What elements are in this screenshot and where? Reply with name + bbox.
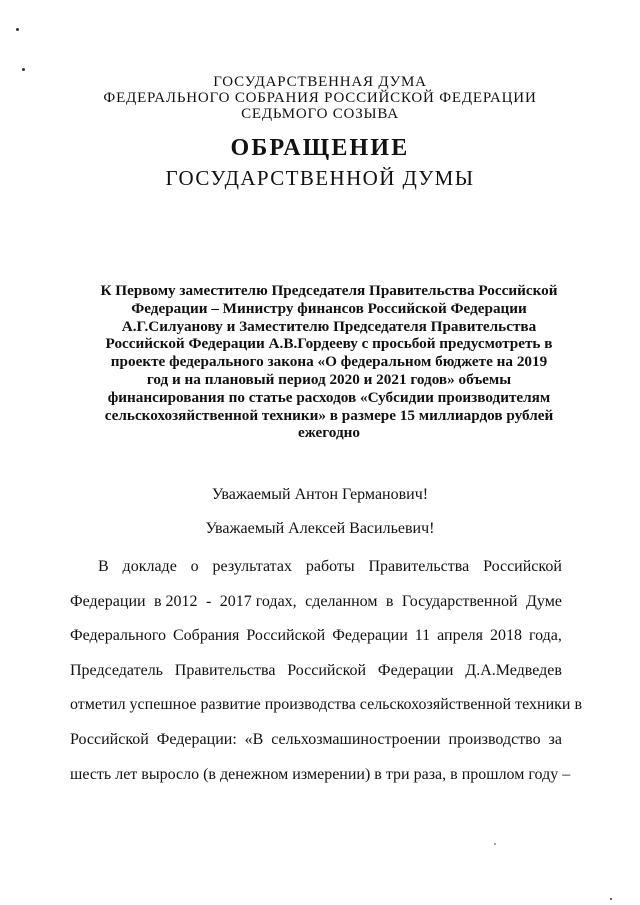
subject-line: Российской Федерации А.В.Гордееву с просьбой предусмотреть в <box>105 335 553 353</box>
subject-line: ежегодно <box>298 424 360 442</box>
body-word: шесть лет выросло (в денежном измерении) в три раза, в прошлом году – <box>70 765 571 783</box>
body-word: Российской <box>483 558 562 575</box>
body-word: Федерации: <box>156 730 237 748</box>
document-body <box>70 558 583 800</box>
subject-line: проекте федерального закона «О федеральном бюджете на 2019 <box>110 353 548 371</box>
body-word: Государственной <box>401 592 518 610</box>
greeting-2: Уважаемый Алексей Васильевич! <box>205 520 435 537</box>
body-word: сельхозмашиностроении <box>271 730 441 748</box>
body-word: Правительства <box>368 558 470 575</box>
body-word: года, <box>528 627 562 645</box>
body-word: 11 <box>414 627 431 645</box>
header-line-2: ФЕДЕРАЛЬНОГО СОБРАНИЯ РОССИЙСКОЙ ФЕДЕРАЦИИ <box>103 90 537 106</box>
body-line <box>70 696 583 731</box>
body-word: Федерации <box>70 592 146 610</box>
body-word: - <box>205 592 212 610</box>
body-line <box>70 558 562 593</box>
body-word: за <box>548 730 562 748</box>
body-word: Российской <box>246 627 326 645</box>
body-word: Российской <box>70 730 149 748</box>
scan-speck <box>610 898 612 900</box>
body-word: о <box>190 558 199 575</box>
body-word: 2017 годах, <box>219 592 297 610</box>
body-word: В <box>98 558 109 575</box>
document-header <box>60 74 580 122</box>
body-line <box>70 662 562 697</box>
body-word: Федерального <box>70 627 167 645</box>
body-word: производство <box>448 730 541 748</box>
body-word: 2018 <box>489 627 522 645</box>
subject-line: Федерации – Министру финансов Российской Федерации <box>131 299 527 317</box>
body-word: в <box>385 592 394 610</box>
body-word: Собрания <box>173 627 240 645</box>
body-word: Федерации <box>332 627 408 645</box>
scan-speck <box>494 843 496 845</box>
subject-line: финансирования по статье расходов «Субсидии производителям <box>107 388 551 406</box>
scan-speck <box>22 68 25 71</box>
body-line <box>70 731 562 766</box>
document-subtitle: ГОСУДАРСТВЕННОЙ ДУМЫ <box>165 166 475 190</box>
body-word: в 2012 <box>153 592 198 610</box>
subject-line: год и на плановый период 2020 и 2021 годов» объемы <box>146 370 512 388</box>
document-title: ОБРАЩЕНИЕ <box>230 135 410 161</box>
body-word: Правительства <box>174 661 276 679</box>
body-word: «В <box>244 730 264 748</box>
body-word: Российской <box>287 661 367 679</box>
body-word: Думе <box>526 592 562 610</box>
body-word: результатах <box>212 558 292 575</box>
subject-line: сельскохозяйственной техники» в размере 15 миллиардов рублей <box>104 406 554 424</box>
body-word: сделанном <box>305 592 378 610</box>
body-word: апреля <box>437 627 484 645</box>
body-word: Д.А.Медведев <box>465 661 562 679</box>
header-line-1: ГОСУДАРСТВЕННАЯ ДУМА <box>213 74 427 90</box>
subject-line: А.Г.Силуанову и Заместителю Председателя Правительства <box>121 317 537 335</box>
body-word: Председатель <box>70 661 163 679</box>
greeting-1: Уважаемый Антон Германович! <box>211 486 429 503</box>
scan-speck <box>16 28 19 31</box>
body-line <box>70 627 562 662</box>
body-word: докладе <box>122 558 177 575</box>
header-line-3: СЕДЬМОГО СОЗЫВА <box>241 106 399 122</box>
body-word: отметил успешное развитие производства сельскохозяйственной техники в <box>70 696 583 714</box>
subject-line: К Первому заместителю Председателя Правительства Российской <box>100 282 558 299</box>
body-line <box>70 765 571 801</box>
body-word: Федерации <box>377 661 454 679</box>
body-line <box>70 593 562 628</box>
document-subject <box>96 282 562 442</box>
body-word: работы <box>305 558 355 575</box>
